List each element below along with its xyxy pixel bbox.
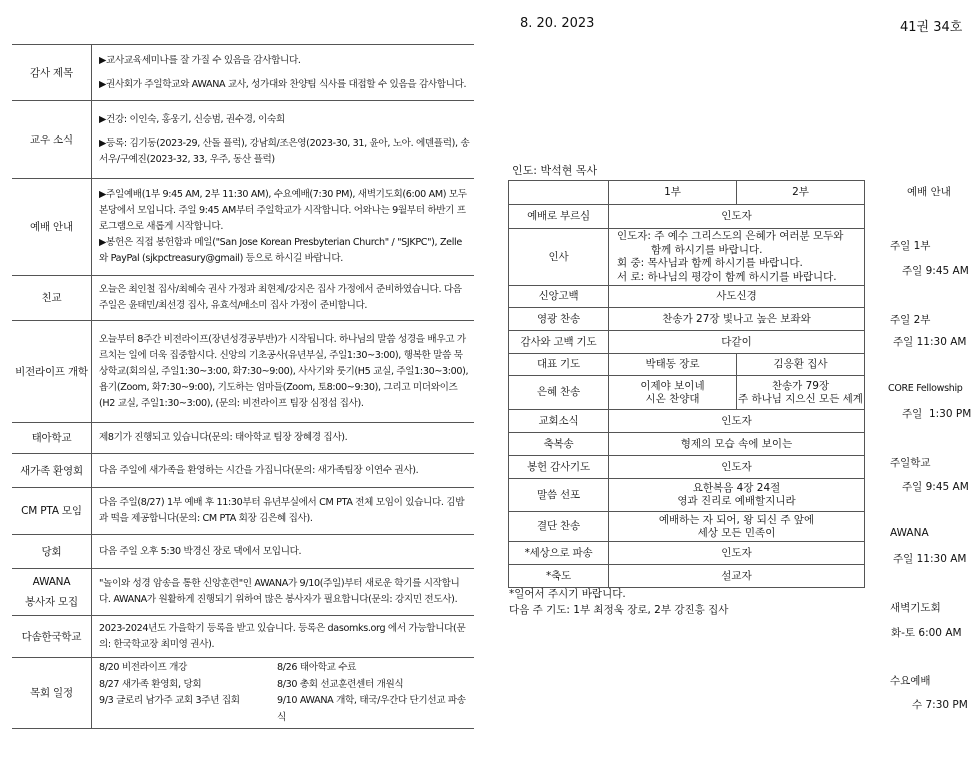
worship-value: 인도자 (609, 456, 865, 479)
worship-leader: 인도: 박석현 목사 (512, 164, 598, 177)
announcement-title: 다솜한국학교 (12, 616, 92, 658)
worship-row (509, 479, 865, 512)
announcement-text: ▶봉헌은 직접 봉헌함과 메일("San Jose Korean Presbyterian Church" / "SJKPC"), Zelle와 PayPal (sjkpctreasury@gmail) 등으로 하시길 바랍니다. (99, 237, 462, 264)
greeting-liturgy (609, 229, 865, 286)
announcement-text: ▶교사교육세미나를 잘 가질 수 있음을 감사합니다. (99, 54, 301, 66)
worship-row (509, 456, 865, 479)
worship-value: 인도자 (609, 542, 865, 565)
announcement-title: 교우 소식 (12, 101, 92, 179)
worship-notes (509, 586, 728, 618)
announcement-row (12, 569, 474, 616)
schedule-item: 8/30 총회 선교훈련센터 개원식 (277, 678, 404, 690)
schedule-item: 8/20 비전라이프 개강 (99, 662, 187, 673)
announcement-row (12, 276, 474, 321)
announcement-title: CM PTA 모임 (12, 488, 92, 535)
worship-value: 찬송가 27장 빛나고 높은 보좌와 (609, 308, 865, 331)
schedule-title: 목회 일정 (12, 658, 92, 729)
worship-label: *세상으로 파송 (509, 542, 609, 565)
worship-value (609, 479, 865, 512)
liturgy-line: 인도자: 주 예수 그리스도의 은혜가 여러분 모두와 (617, 230, 844, 242)
announcement-text: 다음 주일 오후 5:30 박경신 장로 댁에서 모입니다. (99, 545, 302, 557)
announcement-row (12, 101, 474, 179)
announcement-content (92, 179, 475, 276)
worship-row (509, 229, 865, 286)
issue-number: 41권 34호 (900, 20, 963, 35)
schedule-item: 9/3 글로리 남가주 교회 3주년 집회 (99, 695, 240, 706)
schedule-item: 9/10 AWANA 개학, 태국/우간다 단기선교 파송식 (277, 695, 466, 723)
service-1-value: 박태동 장로 (609, 354, 737, 376)
worship-label: 말씀 선포 (509, 479, 609, 512)
worship-label: 결단 찬송 (509, 512, 609, 542)
announcement-text: ▶건강: 이인숙, 홍웅기, 신승범, 권수경, 이숙희 (99, 113, 285, 125)
worship-header-row (509, 181, 865, 205)
worship-row (509, 376, 865, 410)
service-name: 주일 1부 (890, 240, 931, 252)
announcement-row (12, 535, 474, 569)
announcement-content (92, 569, 475, 616)
hymn-line: 예배하는 자 되어, 왕 되신 주 앞에 (658, 513, 815, 526)
worship-row (509, 286, 865, 308)
worship-row (509, 205, 865, 229)
worship-label: 봉헌 감사기도 (509, 456, 609, 479)
service-guide-title: 예배 안내 (907, 186, 951, 198)
worship-label: *축도 (509, 565, 609, 588)
worship-row (509, 354, 865, 376)
announcement-content (92, 535, 475, 569)
standing-note: *일어서 주시기 바랍니다. (509, 588, 626, 600)
service-time: 주일 9:45 AM (902, 481, 969, 493)
announcement-title: 비전라이프 개학 (12, 321, 92, 423)
announcement-title: 예배 안내 (12, 179, 92, 276)
worship-row (509, 512, 865, 542)
announcement-text: 다음 주일(8/27) 1부 예배 후 11:30부터 유년부실에서 CM PTA 전체 모임이 있습니다. 김밥과 떡을 제공합니다(문의: CM PTA 회장 김은혜 집사). (99, 497, 465, 524)
schedule-item: 8/26 태아학교 수료 (277, 662, 357, 673)
announcement-text: 다음 주일에 새가족을 환영하는 시간을 가집니다(문의: 새가족팀장 이연수 권사). (99, 464, 419, 476)
announcement-content (92, 101, 475, 179)
service-time: 화-토 6:00 AM (891, 627, 962, 639)
announcement-row (12, 45, 474, 101)
service-name: CORE Fellowship (888, 383, 963, 394)
worship-value: 사도신경 (609, 286, 865, 308)
liturgy-line: 회 중: 목사님과 함께 하시기를 바랍니다. (617, 257, 803, 269)
announcement-title: AWANA 봉사자 모집 (12, 569, 92, 616)
announcements-table (12, 44, 474, 729)
hymn-title: 이제야 보이네 (640, 379, 705, 392)
choir-name: 시온 찬양대 (645, 392, 700, 405)
announcement-text: 오늘부터 8주간 비전라이프(장년성경공부반)가 시작됩니다. 하나님의 말씀 성경을 배우고 가르치는 일에 더욱 집중합시다. 신앙의 기초공사(유년부실, 주일1:30~3:00), 행복한 말씀 묵상학교(회의실, 주일1:30~3:00, 화7:30~9:00), 사사기와 룻기(H5 교실, 주일1:30~3:00), 욥기(Zoom, 화7:30~9:00), 기도하는 엄마들(Zoom, 토8:00~9:30), 그리고 미더와이즈(H2 교실, 주일1:30~3:00), (문의: 비전라이프 팀장 심정섭 집사). (99, 333, 469, 409)
announcement-content (92, 321, 475, 423)
worship-value: 다같이 (609, 331, 865, 354)
announcement-title: 새가족 환영회 (12, 454, 92, 488)
announcement-text: ▶등록: 김기동(2023-29, 산돌 플럭), 강남희/조은영(2023-30, 31, 윤아, 노아. 에덴플럭), 송서우/구예진(2023-32, 33, 우주, 동산 플럭) (99, 137, 470, 165)
announcement-row (12, 179, 474, 276)
service-time: 주일 1:30 PM (902, 408, 972, 420)
liturgy-line: 서 로: 하나님의 평강이 함께 하시기를 바랍니다. (617, 270, 837, 283)
worship-label: 인사 (509, 229, 609, 286)
service-name: 주일학교 (890, 457, 931, 469)
worship-value: 설교자 (609, 565, 865, 588)
schedule-content (92, 658, 475, 729)
announcement-row (12, 454, 474, 488)
next-week-prayer: 다음 주 기도: 1부 최정욱 장로, 2부 강진흥 집사 (509, 604, 729, 616)
worship-label: 신앙고백 (509, 286, 609, 308)
service-name: 새벽기도회 (890, 602, 941, 614)
service-2-value: 김응환 집사 (737, 354, 865, 376)
announcement-row (12, 616, 474, 658)
worship-label: 감사와 고백 기도 (509, 331, 609, 354)
service-time: 주일 11:30 AM (893, 336, 967, 348)
service-time: 수 7:30 PM (912, 699, 968, 711)
service-name: 수요예배 (890, 675, 931, 687)
worship-value (609, 512, 865, 542)
worship-label: 축복송 (509, 433, 609, 456)
announcement-title: 친교 (12, 276, 92, 321)
service-name: 주일 2부 (890, 314, 931, 326)
bulletin-date: 8. 20. 2023 (520, 16, 595, 31)
service-time: 주일 9:45 AM (902, 265, 969, 277)
schedule-row (12, 658, 474, 729)
announcement-content (92, 423, 475, 454)
service-1-value (609, 376, 737, 410)
worship-corner (509, 181, 609, 205)
scripture-reference: 요한복음 4장 24절 (692, 482, 781, 494)
announcement-content (92, 45, 475, 101)
worship-label: 영광 찬송 (509, 308, 609, 331)
service-2-value (737, 376, 865, 410)
announcement-text: ▶주일예배(1부 9:45 AM, 2부 11:30 AM), 수요예배(7:30 PM), 새벽기도회(6:00 AM) 모두 본당에서 모입니다. 주일 9:45 AM부터 주일학교가 시작합니다. 어와나는 9월부터 하반기 프로그램으로 새롭게 시작합니다. (99, 189, 467, 232)
worship-value: 인도자 (609, 410, 865, 433)
announcement-row (12, 321, 474, 423)
announcement-content (92, 454, 475, 488)
worship-row (509, 410, 865, 433)
announcement-text: 오늘은 최인철 집사/최혜숙 권사 가정과 최현제/강지은 집사 가정에서 준비하였습니다. 다음 주일은 윤태민/최선경 집사, 유효석/배소미 집사 가정이 준비합니다. (99, 284, 462, 311)
service-name: AWANA (890, 527, 929, 539)
schedule-item: 8/27 새가족 환영회, 당회 (99, 678, 202, 690)
sermon-title: 영과 진리로 예배할지니라 (677, 495, 796, 507)
announcement-row (12, 423, 474, 454)
service-time: 주일 11:30 AM (893, 553, 967, 565)
liturgy-line: 함께 하시기를 바랍니다. (651, 243, 763, 256)
worship-row (509, 331, 865, 354)
announcement-content (92, 616, 475, 658)
announcement-text: ▶권사회가 주일학교와 AWANA 교사, 성가대와 찬양팀 식사를 대접할 수 있음을 감사합니다. (99, 78, 467, 90)
worship-row (509, 433, 865, 456)
announcement-text: 제8기가 진행되고 있습니다(문의: 태아학교 팀장 장혜경 집사). (99, 432, 348, 443)
worship-label: 예배로 부르심 (509, 205, 609, 229)
announcement-row (12, 488, 474, 535)
worship-order-table (508, 180, 865, 588)
worship-value: 인도자 (609, 205, 865, 229)
worship-row (509, 565, 865, 588)
worship-row (509, 542, 865, 565)
announcement-content (92, 276, 475, 321)
worship-label: 은혜 찬송 (509, 376, 609, 410)
announcement-title: 당회 (12, 535, 92, 569)
worship-label: 교회소식 (509, 410, 609, 433)
worship-row (509, 308, 865, 331)
announcement-title: 태아학교 (12, 423, 92, 454)
announcement-title: 감사 제목 (12, 45, 92, 101)
announcement-text: 2023-2024년도 가을학기 등록을 받고 있습니다. 등록은 dasomks.org 에서 가능합니다(문의: 한국학교장 최미영 권사). (99, 622, 466, 650)
service-1-header: 1부 (609, 181, 737, 205)
hymn-number: 찬송가 79장 (771, 379, 830, 392)
schedule-list (99, 660, 470, 726)
service-2-header: 2부 (737, 181, 865, 205)
hymn-line: 세상 모든 민족이 (697, 526, 776, 539)
worship-value: 형제의 모습 속에 보이는 (609, 433, 865, 456)
worship-label: 대표 기도 (509, 354, 609, 376)
hymn-title: 주 하나님 지으신 모든 세계 (738, 392, 863, 405)
announcement-text: "놀이와 성경 암송을 통한 신앙훈련"인 AWANA가 9/10(주일)부터 새로운 학기를 시작합니다. AWANA가 원활하게 진행되기 위하여 많은 봉사자가 필요합니다(문의: 강지민 전도사). (99, 578, 460, 605)
announcement-content (92, 488, 475, 535)
